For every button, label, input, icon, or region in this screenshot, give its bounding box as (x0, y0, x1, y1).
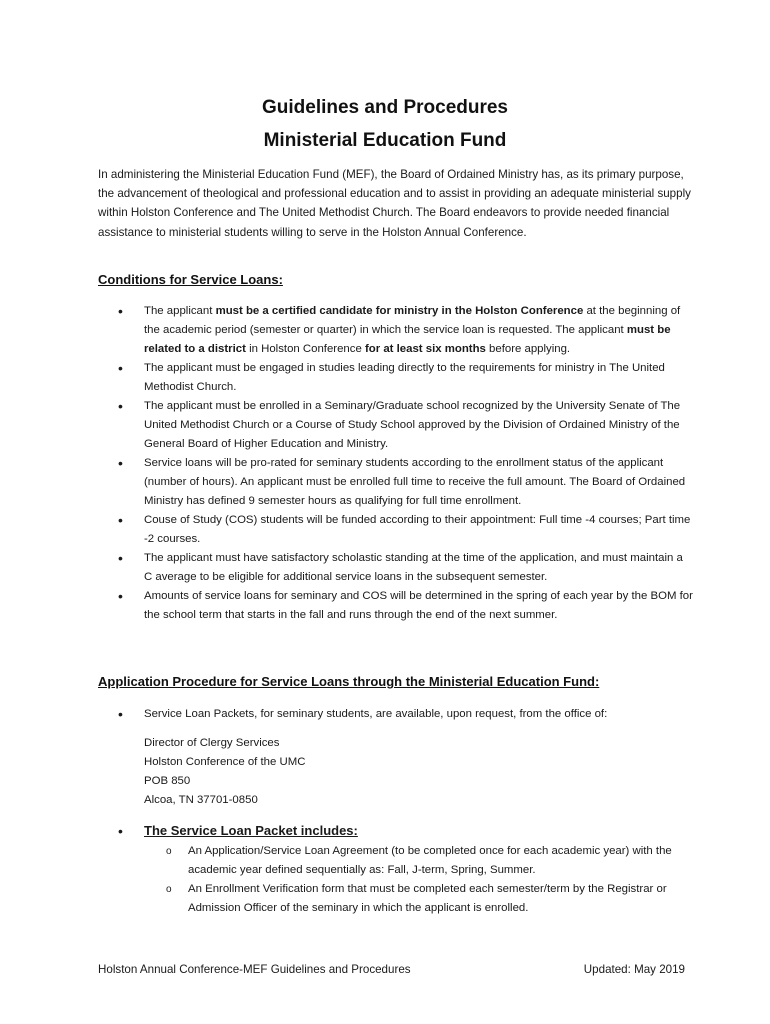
title-line-2: Ministerial Education Fund (263, 130, 507, 151)
conditions-list (118, 302, 693, 625)
footer-right: Updated: May 2019 (583, 963, 685, 976)
list-item: • Service Loan Packets, for seminary students, are available, upon request, from the office of: (118, 705, 693, 724)
sub-list-item: o An Application/Service Loan Agreement (to be completed once for each academic year) with the academic year defined sequentially as: Fall, J-term, Spring, Summer. (118, 842, 693, 880)
list-item: • Couse of Study (COS) students will be funded according to their appointment: Full time -4 courses; Part time -2 courses. (118, 511, 693, 549)
application-list (118, 705, 693, 724)
list-item: • Amounts of service loans for seminary and COS will be determined in the spring of each year by the BOM for the school term that starts in the fall and runs through the end of the next summer. (118, 587, 693, 625)
list-item: • The applicant must be engaged in studies leading directly to the requirements for ministry in The United Methodist Church. (118, 359, 693, 397)
packet-heading: • The Service Loan Packet includes: (118, 822, 693, 840)
title-line-1: Guidelines and Procedures (261, 97, 509, 118)
address-line: Alcoa, TN 37701-0850 (144, 794, 258, 806)
packet-section (118, 822, 693, 918)
conditions-heading: Conditions for Service Loans: (98, 272, 283, 287)
packet-items (118, 842, 693, 918)
list-item: • The applicant must be enrolled in a Seminary/Graduate school recognized by the University Senate of The United Methodist Church or a Course of Study School approved by the Division of Ordained Ministry of the General Board of Higher Education and Ministry. (118, 397, 693, 454)
address-line: POB 850 (144, 775, 191, 787)
footer-left: Holston Annual Conference-MEF Guidelines and Procedures (98, 963, 411, 976)
address-line: Director of Clergy Services (144, 737, 280, 749)
application-procedure-heading: Application Procedure for Service Loans through the Ministerial Education Fund: (98, 674, 600, 689)
list-item: • The applicant must be a certified candidate for ministry in the Holston Conference at the beginning of the academic period (semester or quarter) in which the service loan is requested. The applicant must be related to a district in Holston Conference for at least six months before applying. (118, 302, 693, 359)
address-line: Holston Conference of the UMC (144, 756, 306, 768)
sub-list-item: o An Enrollment Verification form that must be completed each semester/term by the Registrar or Admission Officer of the seminary in which the applicant is enrolled. (118, 880, 693, 918)
list-item: • The applicant must have satisfactory scholastic standing at the time of the application, and must maintain a C average to be eligible for additional service loans in the subsequent semester. (118, 549, 693, 587)
office-address (144, 734, 305, 810)
intro-paragraph: In administering the Ministerial Education Fund (MEF), the Board of Ordained Ministry has, as its primary purpose, the advancement of theological and professional education and to assist in providing an adequate ministerial supply within Holston Conference and The United Methodist Church. The Board endeavors to provide needed financial assistance to ministerial students willing to serve in the Holston Annual Conference. (98, 168, 691, 239)
list-item: • Service loans will be pro-rated for seminary students according to the enrollment status of the applicant (number of hours). An applicant must be enrolled full time to receive the full amount. The Board of Ordained Ministry has defined 9 semester hours as qualifying for full time enrollment. (118, 454, 693, 511)
